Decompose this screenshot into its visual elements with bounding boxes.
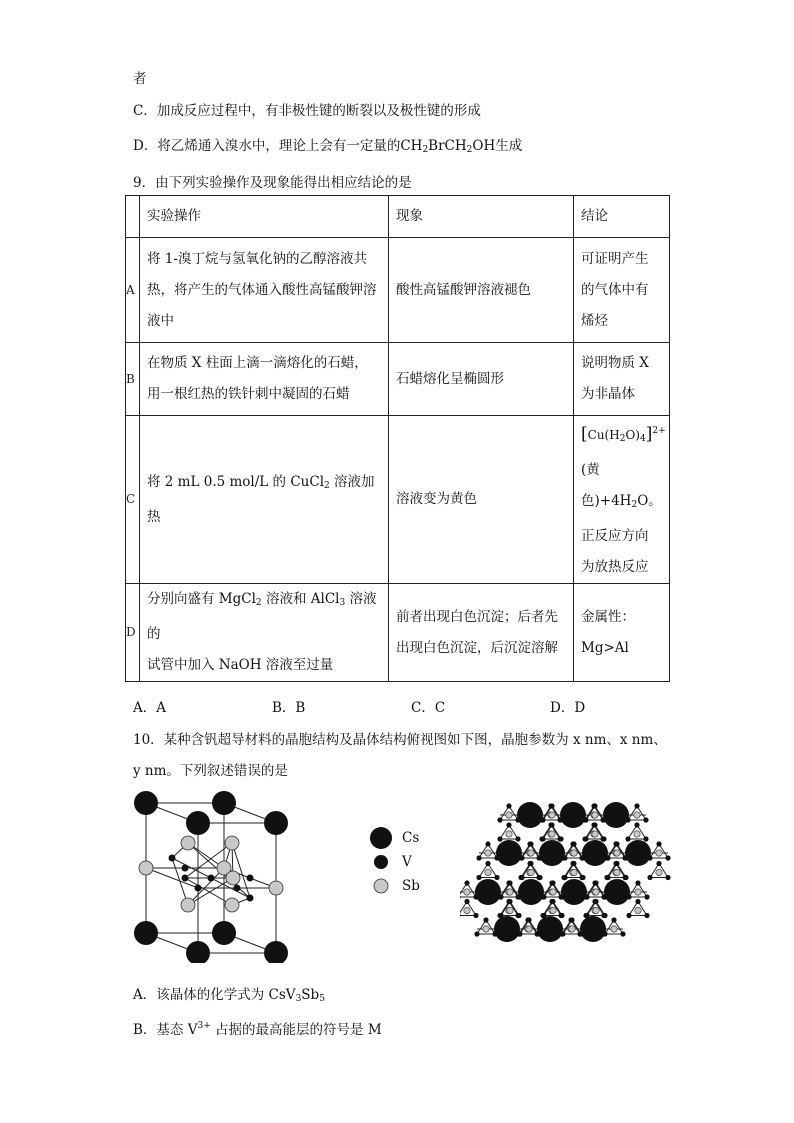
sb-atom <box>485 869 491 875</box>
v-atom <box>626 913 631 918</box>
v-atom <box>506 803 511 808</box>
v-atom <box>476 875 481 880</box>
question-10-stem-line-2: y nm。下列叙述错误的是 <box>133 763 288 779</box>
row-c-phenomenon: 溶液变为黄色 <box>389 416 574 584</box>
sb-atom <box>571 850 577 856</box>
sb-atom <box>611 926 617 932</box>
v-atom <box>549 803 554 808</box>
row-d-operation: 分别向盛有 MgCl$_2$ 溶液和 AlCl$_3$ 溶液的 试管中加入 NaOH 溶液至过量 <box>140 584 389 682</box>
v-atom <box>526 917 531 922</box>
v-atom <box>498 913 503 918</box>
v-atom <box>537 875 542 880</box>
v-atom <box>473 894 478 899</box>
v-atom <box>625 836 630 841</box>
answer-b-line: B．基态 $V^{3+}$ 占据的最高能层的符号是 M <box>133 1021 382 1038</box>
v-atom <box>602 894 607 899</box>
v-atom <box>515 817 520 822</box>
v-atom <box>519 875 524 880</box>
row-label-b: B <box>126 343 140 416</box>
v-atom <box>656 841 661 846</box>
v-atom <box>460 894 461 899</box>
cs-atom <box>604 879 630 905</box>
v-atom <box>562 855 567 860</box>
row-a-conclusion: 可证明产生 的气体中有 烯烃 <box>574 238 670 343</box>
sb-atom <box>592 812 598 818</box>
sb-atom <box>634 831 640 837</box>
v-atom <box>635 899 640 904</box>
cs-atom <box>518 879 544 905</box>
sb-atom <box>593 907 599 913</box>
row-b-conclusion: 说明物质 X 为非晶体 <box>574 343 670 416</box>
cs-atom <box>603 802 629 828</box>
experiment-table <box>125 195 670 682</box>
v-atom <box>643 817 648 822</box>
sb-atom <box>592 831 598 837</box>
row-a-phenomenon: 酸性高锰酸钾溶液褪色 <box>389 238 574 343</box>
v-atom <box>601 817 606 822</box>
sb-atom <box>464 889 470 895</box>
v-atom <box>571 861 576 866</box>
v-atom <box>647 875 652 880</box>
sb-atom <box>656 850 662 856</box>
cs-atom <box>475 879 501 905</box>
v-atom <box>464 880 469 885</box>
v-atom <box>483 917 488 922</box>
table-row-d <box>126 584 670 682</box>
v-atom <box>558 817 563 822</box>
v-atom <box>634 803 639 808</box>
row-label-c: C <box>126 416 140 584</box>
unit-cell-figure <box>128 783 298 963</box>
v-atom <box>473 913 478 918</box>
v-atom <box>476 855 481 860</box>
sb-atom <box>506 831 512 837</box>
v-atom <box>625 817 630 822</box>
cs-atom <box>580 916 606 942</box>
v-atom <box>634 822 639 827</box>
v-atom <box>626 894 631 899</box>
sb-atom <box>549 812 555 818</box>
v-atom <box>464 899 469 904</box>
cs-atom <box>625 840 651 866</box>
v-atom <box>497 817 502 822</box>
v-atom <box>571 841 576 846</box>
v-atom <box>540 836 545 841</box>
sb-atom <box>550 907 556 913</box>
question-9-options <box>133 696 689 716</box>
v-atom <box>623 875 628 880</box>
v-atom <box>580 875 585 880</box>
row-d-phenomenon: 前者出现白色沉淀；后者先 出现白色沉淀，后沉淀溶解 <box>389 584 574 682</box>
v-atom <box>583 817 588 822</box>
v-atom <box>494 875 499 880</box>
row-c-operation: 将 2 mL 0.5 mol/L 的 CuCl$_2$ 溶液加热 <box>140 416 389 584</box>
cs-atom <box>496 840 522 866</box>
v-atom <box>540 817 545 822</box>
sb-atom <box>656 869 662 875</box>
sb-atom <box>549 831 555 837</box>
question-10-stem-line-1: 10．某种含钒超导材料的晶胞结构及晶体结构俯视图如下图，晶胞参数为 x nm、x nm、 <box>133 732 667 748</box>
v-atoms <box>169 855 254 902</box>
row-a-operation: 将 1-溴丁烷与氢氧化钠的乙醇溶液共 热，将产生的气体通入酸性高锰酸钾溶 液中 <box>140 238 389 343</box>
sb-atom <box>550 889 556 895</box>
v-atom <box>593 899 598 904</box>
sb-atom <box>614 869 620 875</box>
sb-atom <box>635 889 641 895</box>
option-a[interactable]: A．A <box>133 700 166 716</box>
v-atom <box>605 855 610 860</box>
legend-sb: Sb <box>368 874 420 898</box>
v-atom <box>578 931 583 936</box>
v-atom <box>656 861 661 866</box>
sb-atom <box>614 850 620 856</box>
row-b-phenomenon: 石蜡熔化呈椭圆形 <box>389 343 574 416</box>
sb-atom <box>635 907 641 913</box>
sb-atom <box>507 889 513 895</box>
option-d[interactable]: D．D <box>550 700 586 716</box>
v-atom <box>623 855 628 860</box>
v-atom <box>498 894 503 899</box>
sb-atom <box>464 907 470 913</box>
question-9-stem: 9．由下列实验操作及现象能得出相应结论的是 <box>133 175 412 191</box>
v-atom <box>647 855 652 860</box>
v-atom <box>559 913 564 918</box>
v-atom <box>517 931 522 936</box>
option-d-line: D．将乙烯通入溴水中，理论上会有一定量的$CH_2BrCH_2OH$生成 <box>133 138 523 155</box>
table-header-row <box>126 196 670 238</box>
cs-atom <box>582 840 608 866</box>
v-atom <box>541 913 546 918</box>
sb-atom <box>526 926 532 932</box>
v-atom <box>584 894 589 899</box>
v-atom <box>644 913 649 918</box>
sb-atom <box>507 907 513 913</box>
v-atom <box>580 855 585 860</box>
v-atom <box>535 931 540 936</box>
v-atom <box>492 931 497 936</box>
v-atom <box>644 894 649 899</box>
v-atom <box>507 880 512 885</box>
atom-legend <box>368 826 420 898</box>
v-atom <box>528 861 533 866</box>
v-atom <box>550 899 555 904</box>
v-atom <box>643 836 648 841</box>
row-b-operation: 在物质 X 柱面上滴一滴熔化的石蜡， 用一根红热的铁针刺中凝固的石蜡 <box>140 343 389 416</box>
cs-atom <box>539 840 565 866</box>
table-row-c <box>126 416 670 584</box>
v-atom <box>474 931 479 936</box>
sb-atom <box>506 812 512 818</box>
v-atom <box>549 822 554 827</box>
sb-atom <box>634 812 640 818</box>
sb-atom <box>593 889 599 895</box>
v-atom <box>506 822 511 827</box>
v-atom <box>537 855 542 860</box>
v-atom <box>494 855 499 860</box>
sb-atom <box>571 869 577 875</box>
v-atom <box>601 836 606 841</box>
v-atom <box>515 836 520 841</box>
header-operation: 实验操作 <box>140 196 389 238</box>
legend-v: V <box>368 850 420 874</box>
sb-atom <box>528 850 534 856</box>
v-atom <box>562 875 567 880</box>
option-c[interactable]: C．C <box>411 700 446 716</box>
cs-atom <box>561 879 587 905</box>
cs-atom <box>517 802 543 828</box>
v-atom <box>569 917 574 922</box>
row-label-a: A <box>126 238 140 343</box>
v-atom <box>614 861 619 866</box>
v-atom <box>519 855 524 860</box>
header-phenomenon: 现象 <box>389 196 574 238</box>
header-conclusion: 结论 <box>574 196 670 238</box>
v-atom <box>516 894 521 899</box>
option-b[interactable]: B．B <box>272 700 306 716</box>
row-label-d: D <box>126 584 140 682</box>
v-atom <box>605 875 610 880</box>
v-atom <box>485 841 490 846</box>
table-row-b <box>126 343 670 416</box>
v-atom <box>528 841 533 846</box>
answer-a-line: A．该晶体的化学式为 $CsV_3Sb_5$ <box>133 987 325 1004</box>
v-atom <box>485 861 490 866</box>
cs-atom <box>494 916 520 942</box>
v-atom <box>560 931 565 936</box>
v-atom <box>583 836 588 841</box>
v-atom <box>602 931 607 936</box>
v-atom <box>516 913 521 918</box>
v-atom <box>559 894 564 899</box>
v-atom <box>592 822 597 827</box>
v-atom <box>593 880 598 885</box>
v-atom <box>592 803 597 808</box>
v-atom <box>665 855 670 860</box>
v-atom <box>550 880 555 885</box>
v-atom <box>497 836 502 841</box>
sb-atom <box>485 850 491 856</box>
lattice-top-view-figure <box>460 795 675 950</box>
v-atom <box>541 894 546 899</box>
v-atom <box>614 841 619 846</box>
v-atom <box>507 899 512 904</box>
sb-atom <box>528 869 534 875</box>
text-line-1: 者 <box>133 71 147 87</box>
sb-atom <box>569 926 575 932</box>
v-atom <box>584 913 589 918</box>
v-atom <box>635 880 640 885</box>
v-atom <box>665 875 670 880</box>
v-atom <box>602 913 607 918</box>
cs-atom <box>560 802 586 828</box>
v-atom <box>460 913 461 918</box>
sb-atom <box>483 926 489 932</box>
table-row-a <box>126 238 670 343</box>
v-atom <box>611 917 616 922</box>
row-c-conclusion: $[Cu(H_2O)_4]^{2+}$ (黄色)$+4H_2O$。 正反应方向 为放热反应 <box>574 416 670 584</box>
row-d-conclusion: 金属性： Mg>Al <box>574 584 670 682</box>
v-atom <box>558 836 563 841</box>
cs-atom <box>537 916 563 942</box>
option-c-line: C．加成反应过程中，有非极性键的断裂以及极性键的形成 <box>133 103 481 119</box>
legend-cs: Cs <box>368 826 420 850</box>
v-atom <box>620 931 625 936</box>
